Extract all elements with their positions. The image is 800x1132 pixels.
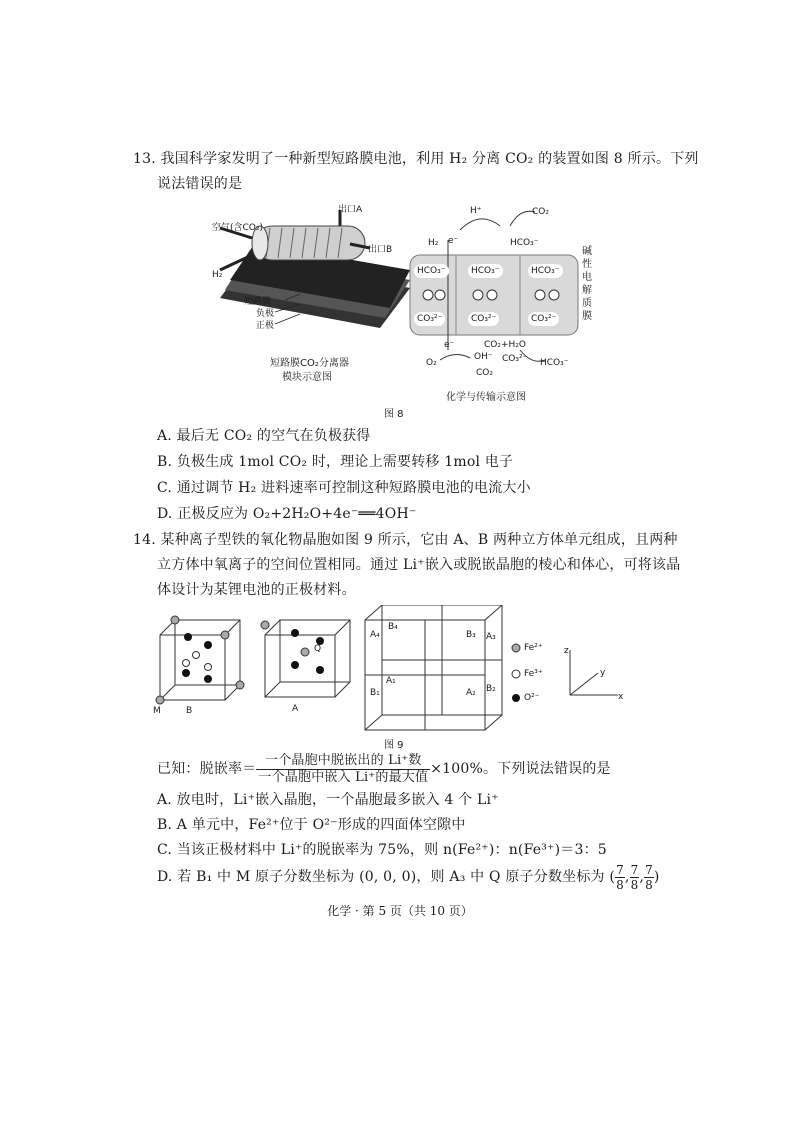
q13-stem-line2: 说法错误的是	[157, 176, 243, 192]
coord-sep-2: ,	[639, 869, 645, 885]
h2-label-left: H₂	[212, 270, 223, 280]
coord-z: 7 8	[645, 862, 653, 892]
cell-a3: A₃	[486, 632, 496, 642]
left-caption-1: 短路膜CO₂分离器	[270, 358, 349, 369]
q14-option-b: B. A 单元中，Fe²⁺位于 O²⁻形成的四面体空隙中	[157, 817, 466, 833]
bottom-reaction-arrow	[440, 354, 470, 360]
cell-a1: A₁	[386, 676, 396, 686]
co2-h2o-label: CO₂+H₂O	[484, 340, 526, 350]
q14-stem-line3: 体设计为某锂电池的正极材料。	[157, 582, 356, 598]
option-d-prefix: D. 若 B₁ 中 M 原子分数坐标为 (0, 0, 0)，则 A₃ 中 Q 原子分数坐标为 (	[157, 869, 616, 885]
left-caption-2: 模块示意图	[282, 372, 332, 383]
q13-option-c: C. 通过调节 H₂ 进料速率可控制这种短路膜电池的电流大小	[157, 480, 531, 496]
known-denominator: 一个晶胞中嵌入 Li⁺的最大值	[258, 769, 429, 785]
label-a: A	[292, 704, 299, 714]
co2-bottom-label: CO₂	[476, 368, 493, 378]
cube-a	[265, 620, 350, 697]
layer-label-cathode: 正极	[256, 321, 275, 331]
coord-x: 7 8	[616, 862, 624, 892]
hco3-top-label: HCO₃⁻	[510, 238, 539, 248]
q14-option-d	[157, 860, 660, 894]
q14-option-c: C. 当该正极材料中 Li⁺的脱嵌率为 75%，则 n(Fe²⁺)：n(Fe³⁺)＝3：5	[157, 842, 607, 858]
air-label: 空气(含CO₂)	[212, 223, 263, 233]
outlet-b-label: 出口B	[368, 245, 393, 255]
known-fraction	[256, 753, 430, 786]
coord-y: 7 8	[630, 862, 639, 892]
co2-top-label: CO₂	[532, 207, 549, 217]
q14-option-a: A. 放电时，Li⁺嵌入晶胞，一个晶胞最多嵌入 4 个 Li⁺	[157, 792, 499, 808]
composite-cell	[365, 605, 502, 730]
option-d-suffix: )	[653, 869, 660, 885]
h2-label-right: H₂	[428, 238, 439, 248]
cell-b1: B₁	[370, 688, 380, 698]
electron-bottom-label: e⁻	[444, 340, 455, 350]
layer-label-anode: 负极	[256, 309, 275, 319]
label-m: M	[153, 706, 161, 716]
outlet-a-label: 出口A	[338, 205, 363, 215]
cell-b2: B₂	[486, 684, 496, 694]
figure-8-caption: 图 8	[384, 409, 404, 420]
oh-label: OH⁻	[474, 352, 493, 362]
figure-9-caption: 图 9	[384, 740, 404, 751]
roll-cylinder	[255, 226, 365, 260]
ion-hco3-2: HCO₃⁻	[468, 264, 503, 278]
right-caption: 化学与传输示意图	[446, 392, 526, 403]
o2-label: O₂	[426, 358, 437, 368]
chemistry-transport-diagram	[400, 200, 600, 380]
known-prefix: 已知：脱嵌率＝	[157, 761, 257, 777]
q13-option-a: A. 最后无 CO₂ 的空气在负极获得	[157, 428, 371, 444]
legend-fe3: Fe³⁺	[524, 669, 543, 679]
page-footer: 化学 · 第 5 页（共 10 页）	[327, 904, 473, 918]
ion-hco3-3: HCO₃⁻	[528, 264, 563, 278]
ion-co3-3: CO₃²⁻	[528, 312, 559, 326]
co3-bottom-label: CO₃²⁻	[502, 354, 528, 364]
q13-option-d: D. 正极反应为 O₂+2H₂O+4e⁻══4OH⁻	[157, 506, 417, 522]
axes	[570, 650, 618, 695]
h-plus-arrow	[460, 219, 500, 230]
axis-x-label: x	[618, 692, 624, 702]
axis-z-label: z	[564, 646, 569, 656]
ion-hco3-1: HCO₃⁻	[414, 264, 449, 278]
label-b: B	[186, 706, 193, 716]
label-q: Q	[314, 644, 322, 654]
q13-stem-line1: 13. 我国科学家发明了一种新型短路膜电池，利用 H₂ 分离 CO₂ 的装置如图 8 所示。下列	[133, 151, 699, 167]
cell-b4: B₄	[388, 622, 398, 632]
coord-sep-1: ,	[624, 869, 630, 885]
known-suffix: ×100%。下列说法错误的是	[430, 761, 611, 777]
cell-a2: A₂	[466, 688, 476, 698]
ion-co3-1: CO₃²⁻	[414, 312, 445, 326]
legend-fe2: Fe²⁺	[524, 643, 543, 653]
axis-y-label: y	[600, 668, 606, 678]
alkaline-membrane-label: 碱性电解质膜	[582, 246, 592, 322]
q13-option-b: B. 负极生成 1mol CO₂ 时，理论上需要转移 1mol 电子	[157, 454, 514, 470]
ion-co3-2: CO₃²⁻	[468, 312, 499, 326]
h-plus-label: H⁺	[470, 206, 482, 216]
known-numerator: 一个晶胞中脱嵌出的 Li⁺数	[256, 753, 430, 770]
layer-label-membrane: 短路膜	[244, 297, 272, 307]
electron-top-label: e⁻	[448, 236, 459, 246]
hco3-bottom-label: HCO₃⁻	[540, 358, 569, 368]
cell-a4: A₄	[370, 630, 380, 640]
legend-o: O²⁻	[524, 693, 540, 703]
known-formula	[157, 752, 611, 786]
q14-stem-line1: 14. 某种离子型铁的氧化物晶胞如图 9 所示，它由 A、B 两种立方体单元组成，且两种	[133, 532, 678, 548]
cell-b3: B₃	[466, 630, 476, 640]
q14-stem-line2: 立方体中氧离子的空间位置相同。通过 Li⁺嵌入或脱嵌晶胞的棱心和体心，可将该晶	[157, 557, 681, 573]
